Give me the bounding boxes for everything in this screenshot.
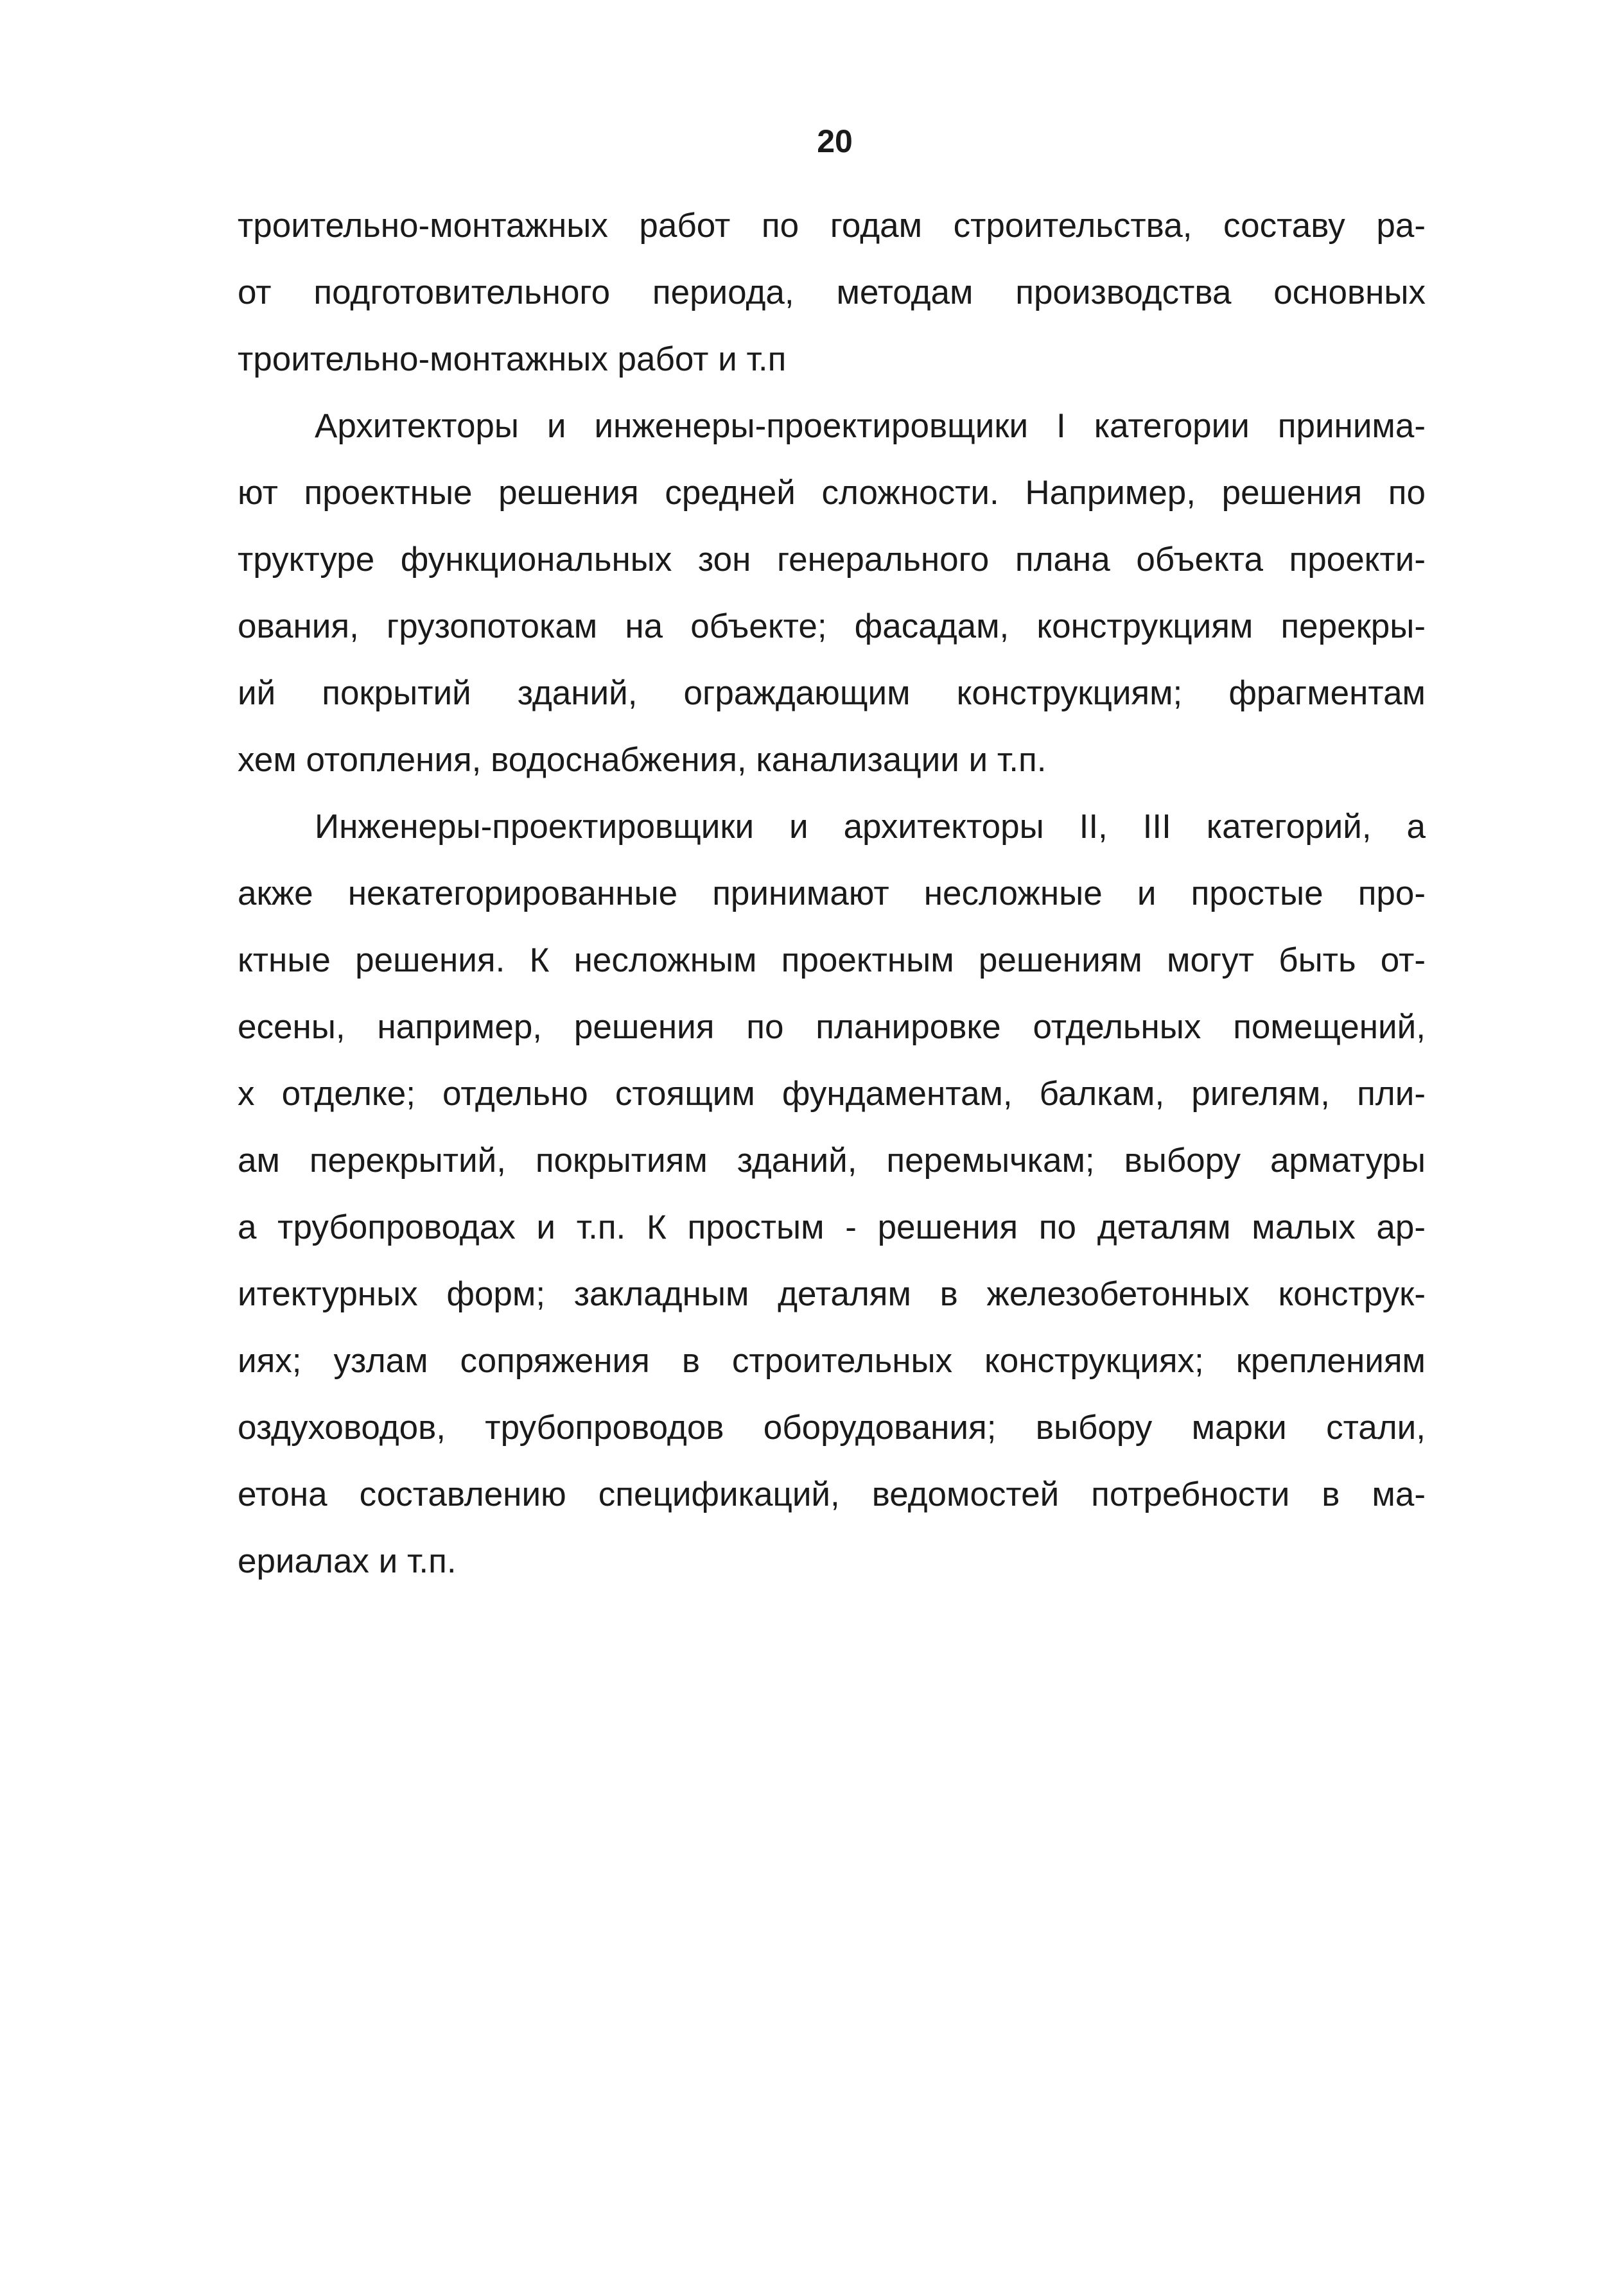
- text-line: троительно-монтажных работ и т.п: [238, 340, 787, 378]
- text-line: ам перекрытий, покрытиям зданий, перемычкам; выбору арматуры: [238, 1142, 1426, 1180]
- text-line: х отделке; отдельно стоящим фундаментам, балкам, ригелям, пли-: [238, 1075, 1426, 1113]
- text-line: хем отопления, водоснабжения, канализации и т.п.: [238, 741, 1047, 779]
- text-line: Инженеры-проектировщики и архитекторы II, III категорий, а: [315, 808, 1426, 846]
- text-line: иях; узлам сопряжения в строительных конструкциях; креплениям: [238, 1342, 1426, 1380]
- text-line: а трубопроводах и т.п. К простым - решения по деталям малых ар-: [238, 1208, 1426, 1246]
- text-line: акже некатегорированные принимают несложные и простые про-: [238, 875, 1426, 912]
- text-line: есены, например, решения по планировке отдельных помещений,: [238, 1008, 1426, 1046]
- text-line: труктуре функциональных зон генерального плана объекта проекти-: [238, 541, 1426, 579]
- text-line: ий покрытий зданий, ограждающим конструкциям; фрагментам: [238, 674, 1426, 712]
- text-line: итектурных форм; закладным деталям в железобетонных конструк-: [238, 1275, 1426, 1313]
- text-line: от подготовительного периода, методам производства основных: [238, 274, 1426, 311]
- text-line: оздуховодов, трубопроводов оборудования; выбору марки стали,: [238, 1409, 1426, 1447]
- text-line: ктные решения. К несложным проектным решениям могут быть от-: [238, 941, 1426, 979]
- text-line: ериалах и т.п.: [238, 1542, 457, 1580]
- text-line: етона составлению спецификаций, ведомостей потребности в ма-: [238, 1476, 1426, 1513]
- text-line: Архитекторы и инженеры-проектировщики I категории принима-: [315, 407, 1426, 445]
- text-line: троительно-монтажных работ по годам строительства, составу ра-: [238, 207, 1426, 245]
- page-number: 20: [817, 123, 853, 159]
- body-text: [238, 193, 1426, 1595]
- text-line: ования, грузопотокам на объекте; фасадам, конструкциям перекры-: [238, 607, 1426, 645]
- text-line: ют проектные решения средней сложности. Например, решения по: [238, 474, 1426, 512]
